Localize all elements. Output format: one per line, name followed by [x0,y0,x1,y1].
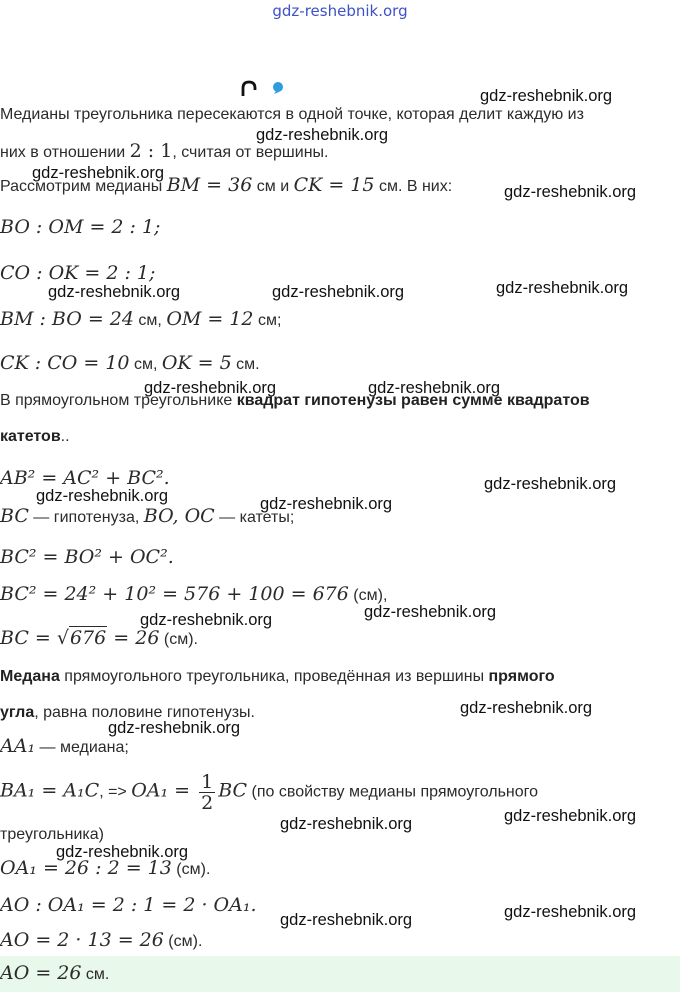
watermark: gdz-reshebnik.org [504,903,637,921]
math-expression: 2 : 1 [129,140,173,162]
text-line: угла, равна половине гипотенузы. [0,704,255,721]
sqrt-sign: √ [56,627,69,649]
watermark: gdz-reshebnik.org [272,283,405,301]
answer-box [0,956,680,992]
chat-bubble-icon [272,82,284,94]
watermark: gdz-reshebnik.org [496,279,629,297]
watermark: gdz-reshebnik.org [280,911,413,929]
watermark: gdz-reshebnik.org [484,475,617,493]
watermark: gdz-reshebnik.org [48,283,181,301]
watermark: gdz-reshebnik.org [32,164,165,182]
math-line: AO = 2 · 13 = 26 (см). [0,929,203,951]
brand-logo-icon [240,80,260,98]
header-site-link[interactable]: gdz-reshebnik.org [272,2,408,20]
text-line: В прямоугольном треугольнике квадрат гипотенузы равен сумме квадратов [0,392,590,409]
text-line: Медана прямоугольного треугольника, проведённая из вершины прямого [0,668,555,685]
watermark: gdz-reshebnik.org [504,183,637,201]
watermark: gdz-reshebnik.org [36,487,169,505]
watermark: gdz-reshebnik.org [364,603,497,621]
watermark: gdz-reshebnik.org [260,495,393,513]
math-line: BC = √676 = 26 (см). [0,627,198,649]
watermark: gdz-reshebnik.org [368,379,501,397]
math-line: BO : OM = 2 : 1; [0,216,161,238]
math-line: AA₁ — медиана; [0,735,129,757]
answer-line: AO = 26 см. [0,962,110,984]
math-line: OA₁ = 26 : 2 = 13 (см). [0,857,211,879]
math-line: CK : CO = 10 см, OK = 5 см. [0,352,260,374]
text-line: Медианы треугольника пересекаются в одной точке, которая делит каждую из [0,106,584,123]
watermark: gdz-reshebnik.org [280,815,413,833]
math-expression: BM = 36 [166,174,253,196]
text-line: них в отношении 2 : 1, считая от вершины. [0,140,329,162]
math-line: BC — гипотенуза, BO, OC — катеты; [0,505,295,527]
math-expression: CK = 15 [293,174,375,196]
math-line: CO : OK = 2 : 1; [0,262,156,284]
text-line: треугольника) [0,826,104,843]
watermark: gdz-reshebnik.org [56,843,189,861]
math-line: BM : BO = 24 см, OM = 12 см; [0,308,282,330]
text-line: Рассмотрим медианы BM = 36 см и CK = 15 см. В них: [0,174,453,196]
fraction: $\frac{1}{2}$ [201,771,214,814]
watermark: gdz-reshebnik.org [504,807,637,825]
watermark: gdz-reshebnik.org [256,126,389,144]
math-line: BA₁ = A₁C, => OA₁ = $\frac{1}{2}$ BC (по свойству медианы прямоугольного [0,771,539,814]
watermark: gdz-reshebnik.org [140,611,273,629]
watermark: gdz-reshebnik.org [144,379,277,397]
text-line: катетов.. [0,428,70,445]
watermark: gdz-reshebnik.org [480,87,613,105]
watermark: gdz-reshebnik.org [108,719,241,737]
math-line: BC² = 24² + 10² = 576 + 100 = 676 (см), [0,583,388,605]
math-line: BC² = BO² + OC². [0,546,174,568]
math-line: AB² = AC² + BC². [0,467,170,489]
math-line: AO : OA₁ = 2 : 1 = 2 · OA₁. [0,894,257,916]
watermark: gdz-reshebnik.org [460,699,593,717]
